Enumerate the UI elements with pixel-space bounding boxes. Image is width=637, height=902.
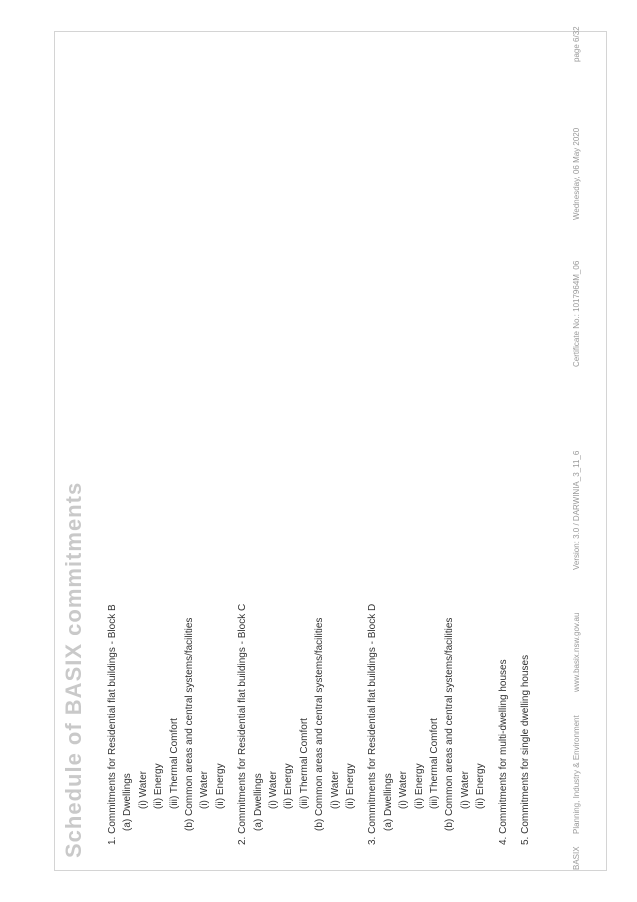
toc-item: (iii) Thermal Comfort — [298, 718, 310, 809]
toc-item: (ii) Energy — [153, 763, 165, 809]
footer-date: Wednesday, 06 May 2020 — [572, 127, 581, 220]
toc-item: (b) Common areas and central systems/facilities — [184, 617, 195, 831]
toc-item: (iii) Thermal Comfort — [429, 718, 440, 809]
toc-item: (iii) Thermal Comfort — [168, 718, 180, 809]
rotated-content — [55, 32, 608, 872]
toc-item: 3. Commitments for Residential flat buildings - Block D — [367, 603, 379, 845]
toc-item: 2. Commitments for Residential flat buildings - Block C — [237, 603, 249, 845]
toc-item: (ii) Energy — [475, 763, 487, 809]
toc-item: (a) Dwellings — [382, 773, 394, 831]
page-frame — [54, 31, 607, 871]
toc-item: (i) Water — [268, 771, 279, 809]
footer-version: Version: 3.0 / DARWINIA_3_11_6 — [572, 450, 581, 570]
toc-item: (ii) Energy — [345, 763, 356, 809]
footer-department: Planning, Industry & Environment — [572, 715, 581, 834]
footer-certificate: Certificate No.: 1017964M_06 — [572, 260, 581, 367]
toc-item: (i) Water — [459, 771, 471, 809]
toc-item: (i) Water — [199, 771, 211, 809]
toc-item: (i) Water — [398, 771, 410, 809]
footer-page: page 6/32 — [572, 26, 581, 62]
toc-item: (ii) Energy — [413, 763, 425, 809]
toc-item: (b) Common areas and central systems/facilities — [444, 617, 456, 831]
toc-item: (ii) Energy — [283, 763, 295, 809]
toc-item: (i) Water — [137, 771, 149, 809]
toc-item: (b) Common areas and central systems/facilities — [314, 617, 326, 831]
page-title: Schedule of BASIX commitments — [61, 481, 86, 858]
toc-item: 5. Commitments for single dwelling houses — [520, 654, 531, 845]
toc-item: (a) Dwellings — [122, 773, 134, 831]
toc-item: (i) Water — [329, 771, 341, 809]
toc-item: 1. Commitments for Residential flat buildings - Block B — [107, 604, 118, 845]
toc-item: 4. Commitments for multi-dwelling houses — [497, 659, 509, 845]
footer-basix: BASIX — [572, 846, 581, 870]
page-footer — [566, 26, 590, 870]
footer-website[interactable]: www.basix.nsw.gov.au — [572, 612, 581, 692]
toc-item: (ii) Energy — [214, 763, 226, 809]
toc-item: (a) Dwellings — [252, 773, 264, 831]
